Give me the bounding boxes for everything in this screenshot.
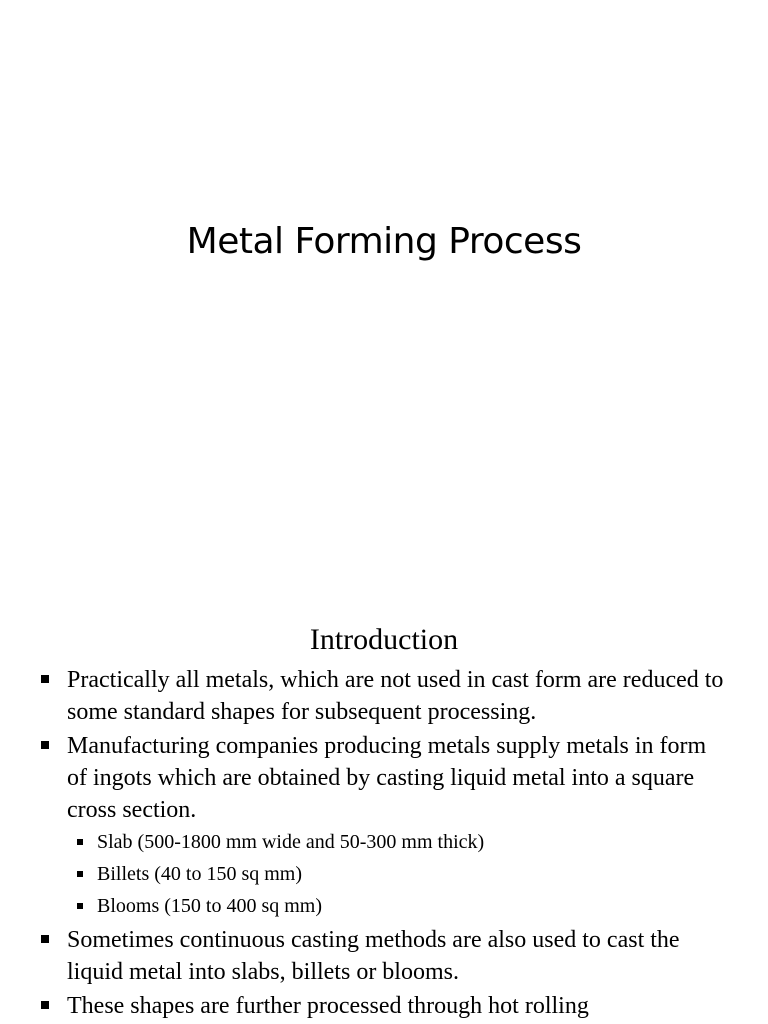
bullet-text: These shapes are further processed through hot rolling bbox=[67, 993, 589, 1019]
square-bullet-icon bbox=[77, 839, 83, 845]
bullet-item bbox=[0, 664, 768, 728]
bullet-text: Practically all metals, which are not used in cast form are reduced to some standard shapes for subsequent processing. bbox=[67, 667, 724, 725]
square-bullet-icon bbox=[41, 1001, 49, 1009]
bullet-list bbox=[0, 664, 768, 1024]
bullet-item bbox=[0, 730, 768, 922]
introduction-slide bbox=[0, 576, 768, 1024]
bullet-item bbox=[0, 990, 768, 1022]
sub-bullet-text: Slab (500-1800 mm wide and 50-300 mm thick) bbox=[97, 831, 485, 853]
sub-bullet-item bbox=[67, 890, 728, 922]
sub-bullet-list bbox=[67, 826, 728, 922]
square-bullet-icon bbox=[41, 741, 49, 749]
slide-heading: Introduction bbox=[309, 623, 459, 656]
sub-bullet-text: Blooms (150 to 400 sq mm) bbox=[97, 895, 323, 917]
square-bullet-icon bbox=[41, 675, 49, 683]
square-bullet-icon bbox=[77, 903, 83, 909]
bullet-item bbox=[0, 924, 768, 988]
sub-bullet-text: Billets (40 to 150 sq mm) bbox=[97, 863, 302, 885]
square-bullet-icon bbox=[41, 935, 49, 943]
sub-bullet-item bbox=[67, 858, 728, 890]
sub-bullet-item bbox=[67, 826, 728, 858]
square-bullet-icon bbox=[77, 871, 83, 877]
slide-title: Metal Forming Process bbox=[186, 221, 582, 262]
bullet-text: Manufacturing companies producing metals supply metals in form of ingots which are obtained by casting liquid metal into a square cross section. bbox=[67, 733, 707, 823]
bullet-text: Sometimes continuous casting methods are also used to cast the liquid metal into slabs, billets or blooms. bbox=[67, 927, 680, 985]
